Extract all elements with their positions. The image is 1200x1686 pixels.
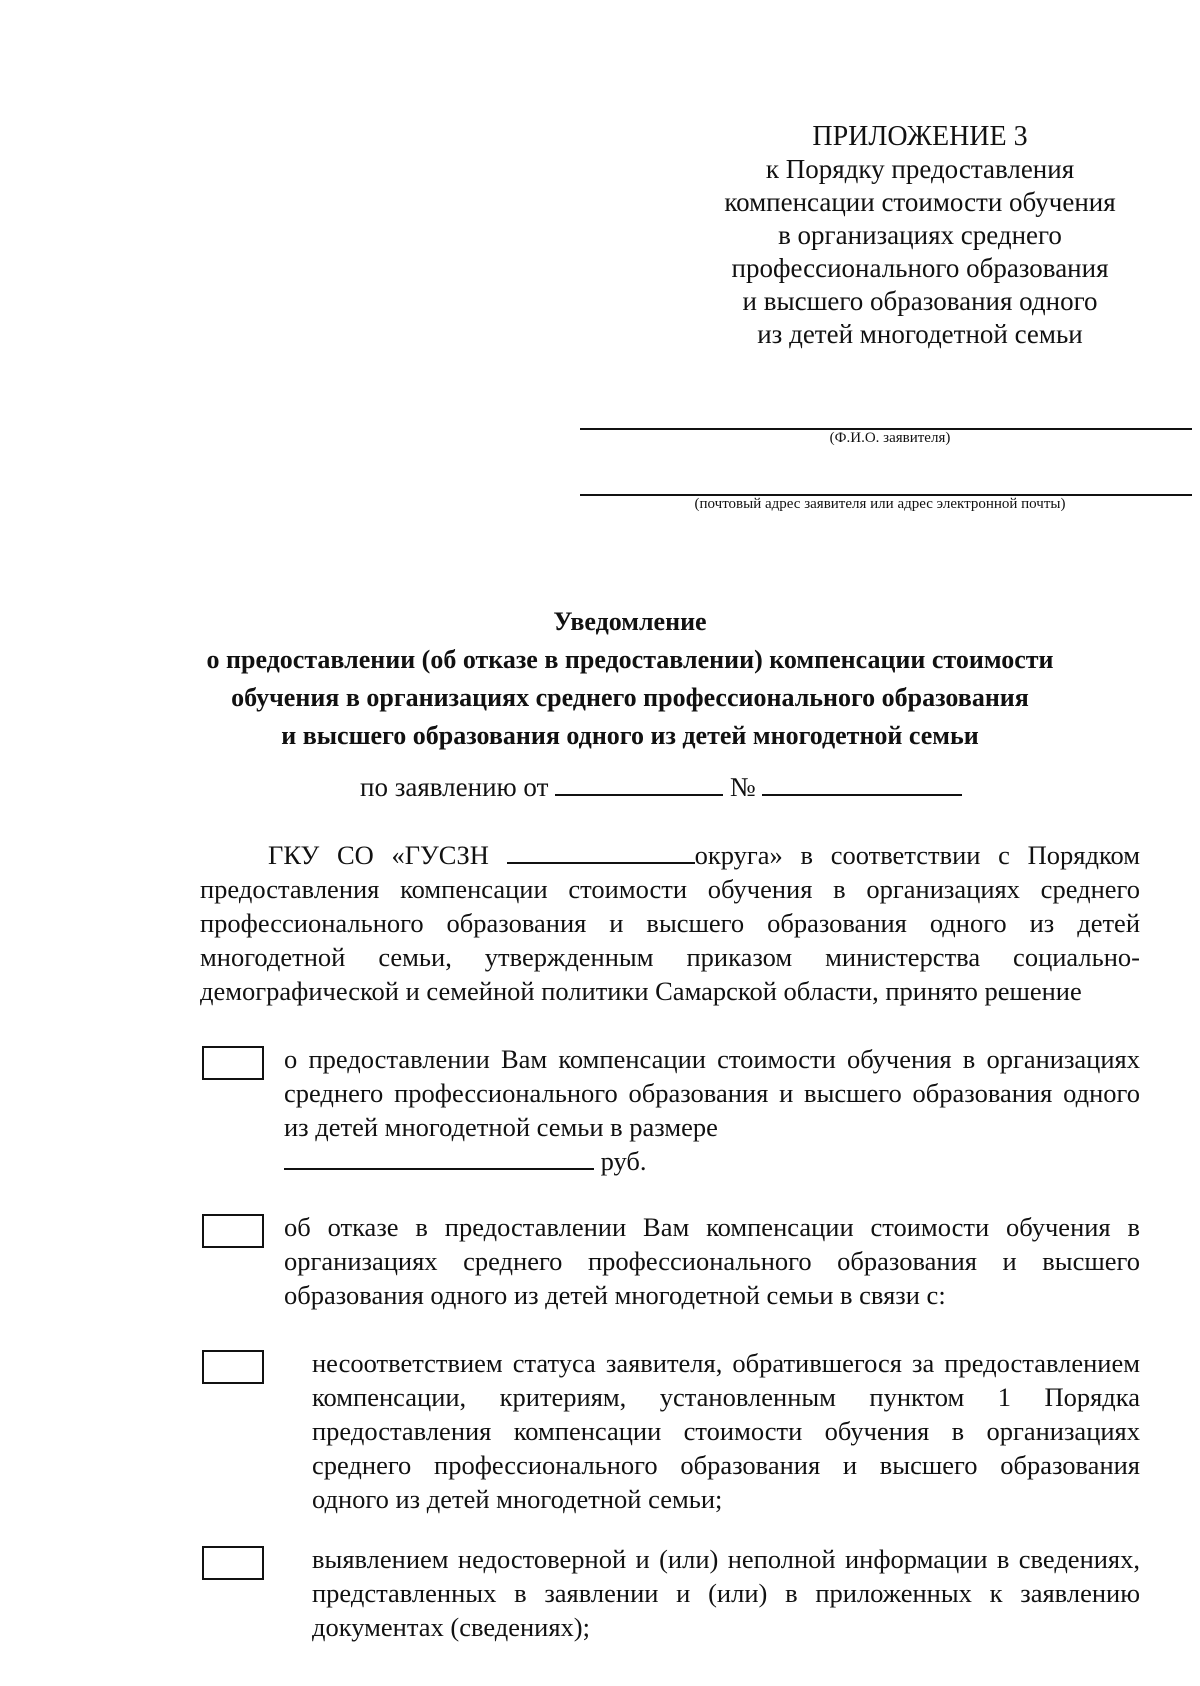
application-number-field[interactable] [762,770,962,796]
applicant-address-caption: (почтовый адрес заявителя или адрес электронной почты) [694,496,1066,512]
reason-invalid-info-checkbox[interactable] [202,1546,264,1580]
notice-title-line: и высшего образования одного из детей многодетной семьи [281,721,979,750]
notice-title-line: обучения в организациях среднего профессионального образования [231,683,1029,712]
appendix-line: и высшего образования одного [742,286,1098,316]
grant-option [284,1042,1140,1178]
applicant-name-caption: (Ф.И.О. заявителя) [829,430,951,446]
reason-status-checkbox[interactable] [202,1350,264,1384]
appendix-heading: ПРИЛОЖЕНИЕ 3 [812,121,1028,152]
refuse-checkbox[interactable] [202,1214,264,1248]
notice-title-line: о предоставлении (об отказе в предоставлении) компенсации стоимости [206,645,1054,674]
intro-paragraph [200,838,1140,1008]
application-reference [360,770,980,804]
reason-invalid-info-text: выявлением недостоверной и (или) неполной информации в сведениях, представленных в заявлении и (или) в приложенных к заявлению документах (сведениях); [312,1544,1140,1642]
appendix-line: компенсации стоимости обучения [724,187,1116,217]
appendix-line: из детей многодетной семьи [757,319,1083,349]
intro-body: округа» в соответствии с Порядком предоставления компенсации стоимости обучения в организациях среднего профессионального образования и высшего образования одного из детей многодетной семьи, утвержденным приказом министерства социально-демографической и семейной политики Самарской области, принято решение [200,840,1140,1006]
notice-title [190,603,1070,755]
grant-checkbox[interactable] [202,1046,264,1080]
application-date-field[interactable] [555,770,723,796]
appendix-header [640,120,1200,351]
appendix-line: к Порядку предоставления [765,154,1075,184]
reference-prefix: по заявлению от [360,772,549,802]
district-field[interactable] [507,838,695,864]
amount-field[interactable] [284,1144,594,1170]
currency-label: руб. [600,1146,647,1176]
grant-option-text: о предоставлении Вам компенсации стоимости обучения в организациях среднего профессионального образования и высшего образования одного из детей многодетной семьи в размере [284,1044,1140,1142]
refuse-option: об отказе в предоставлении Вам компенсации стоимости обучения в организациях среднего профессионального образования и высшего образования одного из детей многодетной семьи в связи с: [284,1212,1140,1310]
reason-status-text: несоответствием статуса заявителя, обратившегося за предоставлением компенсации, критериям, установленным пунктом 1 Порядка предоставления компенсации стоимости обучения в организациях среднего профессионального образования и высшего образования одного из детей многодетной семьи; [312,1348,1140,1514]
notice-title-line: Уведомление [553,607,707,636]
intro-agency: ГКУ СО «ГУСЗН [268,840,489,870]
number-sign: № [729,772,756,802]
appendix-line: в организациях среднего [778,220,1062,250]
appendix-line: профессионального образования [731,253,1109,283]
